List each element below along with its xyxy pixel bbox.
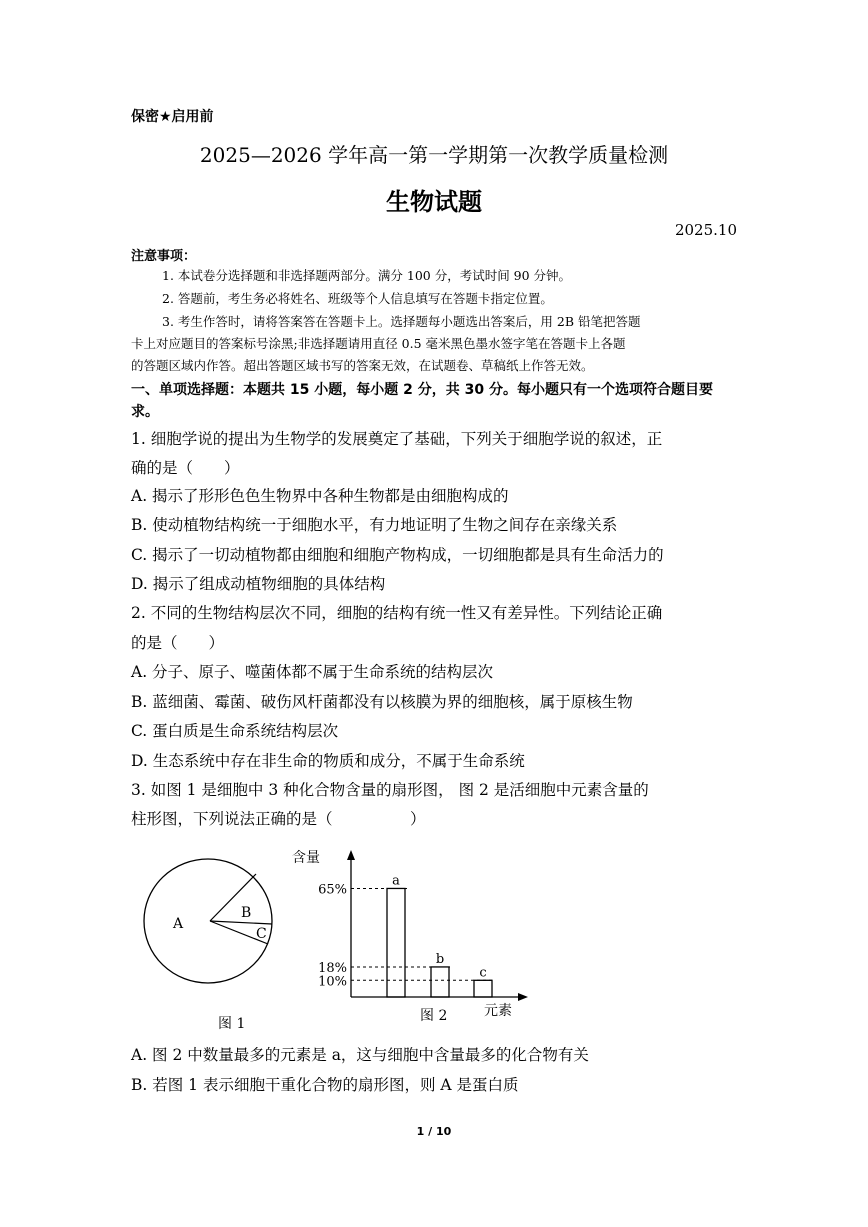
bar-label: c — [479, 965, 487, 981]
question-stem: 的是（ ） — [131, 634, 225, 652]
notice-item: 的答题区域内作答。超出答题区域书写的答案无效，在试题卷、草稿纸上作答无效。 — [131, 358, 594, 373]
bars-group — [318, 873, 494, 997]
pie-label-c: C — [256, 926, 267, 942]
bar-b — [431, 967, 449, 997]
y-tick-label: 18% — [318, 960, 347, 976]
pie-label-a: A — [173, 916, 184, 932]
option-d: D. 生态系统中存在非生命的物质和成分，不属于生命系统 — [131, 752, 525, 770]
question-stem: 1. 细胞学说的提出为生物学的发展奠定了基础，下列关于细胞学说的叙述，正 — [131, 430, 663, 448]
figure1-pie-chart — [144, 859, 272, 1032]
bar-label: a — [392, 873, 400, 889]
figure2-caption: 图 2 — [420, 1008, 448, 1024]
notice-item: 1. 本试卷分选择题和非选择题两部分。满分 100 分，考试时间 90 分钟。 — [162, 268, 572, 283]
notice-item: 3. 考生作答时，请将答案答在答题卡上。选择题每小题选出答案后，用 2B 铅笔把答题 — [162, 314, 641, 329]
option-a: A. 图 2 中数量最多的元素是 a，这与细胞中含量最多的化合物有关 — [131, 1046, 589, 1064]
question-stem: 3. 如图 1 是细胞中 3 种化合物含量的扇形图， 图 2 是活细胞中元素含量的 — [131, 781, 649, 799]
section-heading-cont: 求。 — [131, 404, 159, 420]
exam-date: 2025.10 — [674, 221, 737, 239]
notice-heading: 注意事项： — [131, 249, 197, 264]
option-b: B. 使动植物结构统一于细胞水平，有力地证明了生物之间存在亲缘关系 — [131, 516, 618, 534]
question-figures — [130, 840, 550, 1040]
subject-title: 生物试题 — [386, 188, 482, 216]
y-axis-arrow — [347, 850, 355, 860]
page-number: 1 / 10 — [416, 1125, 452, 1138]
notice-item: 2. 答题前，考生务必将姓名、班级等个人信息填写在答题卡指定位置。 — [162, 291, 553, 306]
question-stem: 柱形图，下列说法正确的是（ ） — [131, 810, 426, 828]
chart-ylabel: 含量 — [292, 850, 320, 866]
y-tick-label: 10% — [318, 974, 347, 990]
pie-divider — [210, 921, 272, 924]
question-stem: 2. 不同的生物结构层次不同，细胞的结构有统一性又有差异性。下列结论正确 — [131, 604, 663, 622]
option-b: B. 若图 1 表示细胞干重化合物的扇形图，则 A 是蛋白质 — [131, 1076, 519, 1094]
section-heading: 一、单项选择题：本题共 15 小题，每小题 2 分，共 30 分。每小题只有一个选项符合题目要 — [131, 382, 713, 398]
option-b: B. 蓝细菌、霉菌、破伤风杆菌都没有以核膜为界的细胞核，属于原核生物 — [131, 693, 633, 711]
option-d: D. 揭示了组成动植物细胞的具体结构 — [131, 575, 386, 593]
pie-label-b: B — [241, 905, 252, 921]
confidential-mark: 保密★启用前 — [131, 109, 214, 125]
bar-c — [474, 980, 492, 997]
exam-title: 2025—2026 学年高一第一学期第一次教学质量检测 — [199, 143, 669, 167]
y-tick-label: 65% — [318, 882, 347, 898]
figure1-caption: 图 1 — [218, 1016, 246, 1032]
x-axis-arrow — [518, 993, 528, 1001]
figure2-bar-chart — [292, 850, 528, 1024]
option-c: C. 揭示了一切动植物都由细胞和细胞产物构成，一切细胞都是具有生命活力的 — [131, 546, 664, 564]
notice-item: 卡上对应题目的答案标号涂黑;非选择题请用直径 0.5 毫米黑色墨水签字笔在答题卡上各题 — [131, 336, 626, 351]
option-c: C. 蛋白质是生命系统结构层次 — [131, 722, 339, 740]
chart-xlabel: 元素 — [484, 1003, 512, 1019]
question-stem: 确的是（ ） — [131, 459, 240, 477]
option-a: A. 分子、原子、噬菌体都不属于生命系统的结构层次 — [131, 663, 494, 681]
option-a: A. 揭示了形形色色生物界中各种生物都是由细胞构成的 — [131, 487, 509, 505]
bar-label: b — [435, 951, 445, 967]
